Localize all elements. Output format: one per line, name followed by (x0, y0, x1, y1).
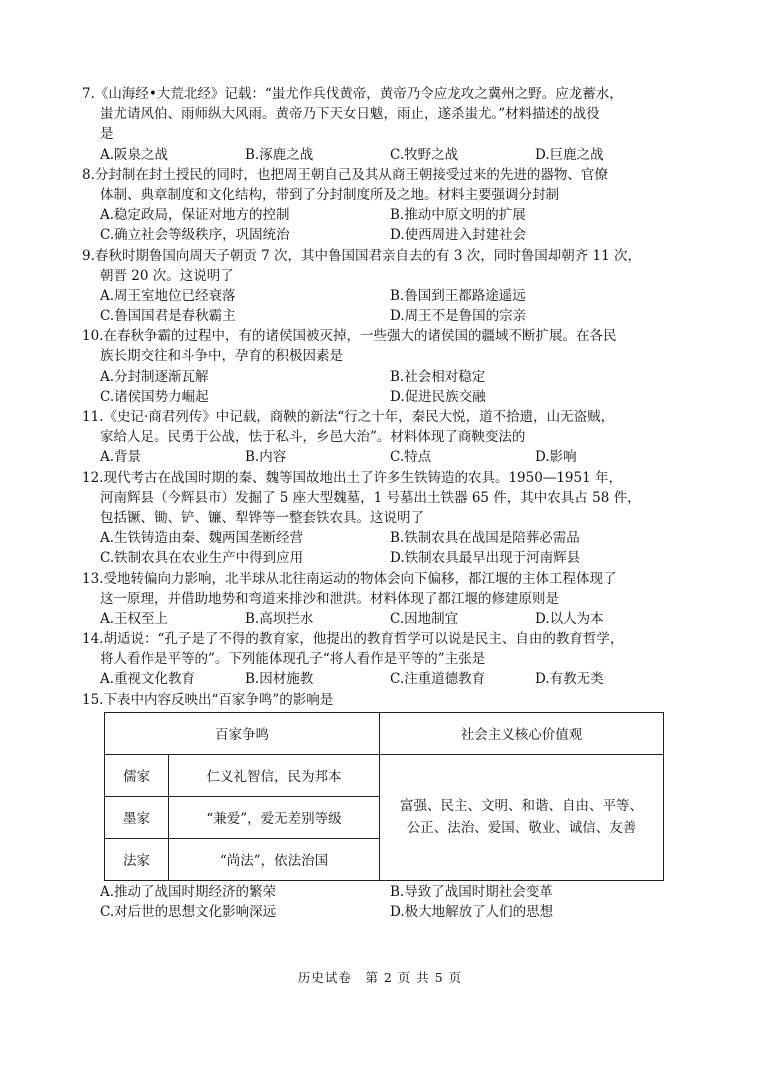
question-7 (82, 84, 682, 165)
question-7-option-b: B.涿鹿之战 (245, 146, 314, 163)
question-9-stem-line-2: 朝晋 20 次。这说明了 (100, 267, 234, 284)
comparison-table (104, 712, 664, 881)
question-13-option-b: B.高坝拦水 (245, 610, 314, 627)
question-13-option-a: A.王权至上 (100, 610, 169, 627)
table-header-core-values: 社会主义核心价值观 (380, 712, 664, 754)
question-8-option-c: C.确立社会等级秩序，巩固统治 (100, 227, 290, 244)
question-13-option-d: D.以人为本 (535, 610, 604, 627)
question-15-option-d: D.极大地解放了人们的思想 (390, 904, 554, 920)
question-7-option-d: D.巨鹿之战 (535, 146, 604, 163)
question-9-options-row-2 (82, 306, 682, 326)
table-header-row (105, 712, 664, 754)
question-12-option-c: C.铁制农具在农业生产中得到应用 (100, 550, 304, 567)
question-14-option-d: D.有教无类 (535, 671, 604, 688)
question-8-options-row-1 (82, 205, 682, 225)
question-15-option-c: C.对后世的思想文化影响深远 (100, 904, 277, 920)
question-9-option-c: C.鲁国国君是春秋霸主 (100, 308, 236, 325)
question-7-stem-line-1: 7.《山海经•大荒北经》记载：“蚩尤作兵伐黄帝，黄帝乃令应龙攻之冀州之野。应龙蓄水， (82, 86, 623, 102)
question-7-stem-line-3: 是 (100, 126, 114, 143)
question-8-stem-line-1: 8.分封制在封土授民的同时，也把周王朝自己及其从商王朝接受过来的先进的器物、官僚 (82, 166, 608, 183)
question-14-stem-line-1: 14.胡适说：“孔子是了不得的教育家，他提出的教育哲学可以说是民主、自由的教育哲学， (82, 631, 624, 648)
table-cell-idea: 仁义礼智信，民为邦本 (169, 754, 380, 796)
question-10 (82, 326, 682, 407)
question-15-options-row-2 (82, 902, 682, 922)
question-9-option-a: A.周王室地位已经衰落 (100, 287, 236, 304)
question-9-options-row-1 (82, 286, 682, 306)
question-10-options-row-2 (82, 387, 682, 407)
question-10-options-row-1 (82, 367, 682, 387)
question-7-stem-line-2: 蚩尤请风伯、雨师纵大风雨。黄帝乃下天女日魃，雨止，遂杀蚩尤。”材料描述的战役 (100, 106, 600, 123)
question-11-option-d: D.影响 (535, 449, 577, 466)
question-14-option-b: B.因材施教 (245, 671, 314, 688)
question-15-stem-line-1: 15.下表中内容反映出“百家争鸣”的影响是 (82, 691, 334, 708)
question-8-option-a: A.稳定政局，保证对地方的控制 (100, 207, 290, 224)
question-14-options (82, 669, 682, 689)
question-15-option-a: A.推动了战国时期经济的繁荣 (100, 883, 277, 900)
question-12-options-row-1 (82, 528, 682, 548)
question-9 (82, 246, 682, 327)
question-13-stem-line-1: 13.受地转偏向力影响，北半球从北往南运动的物体会向下偏移，都江堰的主体工程体现了 (82, 570, 617, 587)
question-12-option-b: B.铁制农具在战国是陪葬必需品 (390, 530, 580, 547)
table-cell-school: 法家 (105, 838, 169, 880)
question-11-option-b: B.内容 (245, 449, 287, 466)
question-10-option-c: C.诸侯国势力崛起 (100, 388, 209, 405)
question-14-stem-line-2: 将人看作是平等的”。下列能体现孔子“将人看作是平等的”主张是 (100, 651, 486, 668)
question-15 (82, 690, 682, 923)
question-12-options-row-2 (82, 548, 682, 568)
core-values-line-2: 公正、法治、爱国、敬业、诚信、友善 (406, 820, 637, 837)
question-7-options (82, 145, 682, 165)
question-13-stem-line-2: 这一原理，并借助地势和弯道来排沙和泄洪。材料体现了都江堰的修建原则是 (100, 590, 559, 607)
question-11 (82, 407, 682, 468)
question-9-option-d: D.周王不是鲁国的宗亲 (390, 308, 527, 325)
question-10-stem-line-2: 族长期交往和斗争中，孕育的积极因素是 (100, 348, 343, 365)
core-values-line-1: 富强、民主、文明、和谐、自由、平等、 (400, 798, 643, 815)
table-cell-idea: “尚法”，依法治国 (169, 838, 380, 880)
question-10-option-d: D.促进民族交融 (390, 388, 486, 405)
question-13-options (82, 609, 682, 629)
question-12-stem-line-3: 包括镢、锄、铲、镰、犁铧等一整套铁农具。这说明了 (100, 509, 424, 526)
question-list (82, 84, 682, 922)
question-14-option-a: A.重视文化教育 (100, 671, 196, 688)
question-8-option-d: D.使西周进入封建社会 (390, 227, 527, 244)
question-7-option-a: A.阪泉之战 (100, 146, 169, 163)
question-11-stem-line-2: 家给人足。民勇于公战，怯于私斗，乡邑大治”。材料体现了商鞅变法的 (100, 429, 526, 446)
table-cell-idea: “兼爱”，爱无差别等级 (169, 796, 380, 838)
question-11-option-c: C.特点 (390, 449, 432, 466)
table-header-hundred-schools: 百家争鸣 (105, 712, 380, 754)
table-cell-school: 儒家 (105, 754, 169, 796)
question-12-option-d: D.铁制农具最早出现于河南辉县 (390, 550, 581, 567)
table-cell-school: 墨家 (105, 796, 169, 838)
question-9-stem-line-1: 9.春秋时期鲁国向周天子朝贡 7 次，其中鲁国国君亲自去的有 3 次，同时鲁国却朝齐 11 次， (82, 247, 641, 264)
question-11-options (82, 447, 682, 467)
question-15-option-b: B.导致了战国时期社会变革 (390, 883, 553, 900)
question-11-option-a: A.背景 (100, 449, 142, 466)
question-10-stem-line-1: 10.在春秋争霸的过程中，有的诸侯国被灭掉，一些强大的诸侯国的疆域不断扩展。在各民 (82, 328, 617, 345)
page-footer: 历史试卷 第 2 页 共 5 页 (297, 970, 463, 985)
question-12-stem-line-1: 12.现代考古在战国时期的秦、魏等国故地出土了许多生铁铸造的农具。1950—1951 年， (82, 469, 622, 486)
question-8 (82, 165, 682, 246)
question-15-options-row-1 (82, 882, 682, 902)
question-8-stem-line-2: 体制、典章制度和文化结构，带到了分封制度所及之地。材料主要强调分封制 (100, 186, 559, 203)
question-14 (82, 629, 682, 690)
question-10-option-a: A.分封制逐渐瓦解 (100, 368, 209, 385)
question-12 (82, 468, 682, 569)
question-13-option-c: C.因地制宜 (390, 610, 459, 627)
question-14-option-c: C.注重道德教育 (390, 671, 486, 688)
table-cell-core-values (380, 754, 664, 880)
question-11-stem-line-1: 11.《史记·商君列传》中记载，商鞅的新法“行之十年，秦民大悦，道不拾遗，山无盗贼， (82, 409, 615, 425)
question-12-stem-line-2: 河南辉县（今辉县市）发掘了 5 座大型魏墓，1 号墓出土铁器 65 件，其中农具占 58 件， (100, 489, 641, 506)
question-13 (82, 569, 682, 630)
question-7-option-c: C.牧野之战 (390, 146, 459, 163)
question-8-options-row-2 (82, 225, 682, 245)
question-10-option-b: B.社会相对稳定 (390, 368, 486, 385)
question-9-option-b: B.鲁国到王都路途遥远 (390, 287, 526, 304)
table-row (105, 754, 664, 796)
question-12-option-a: A.生铁铸造由秦、魏两国垄断经营 (100, 530, 304, 547)
question-8-option-b: B.推动中原文明的扩展 (390, 207, 526, 224)
